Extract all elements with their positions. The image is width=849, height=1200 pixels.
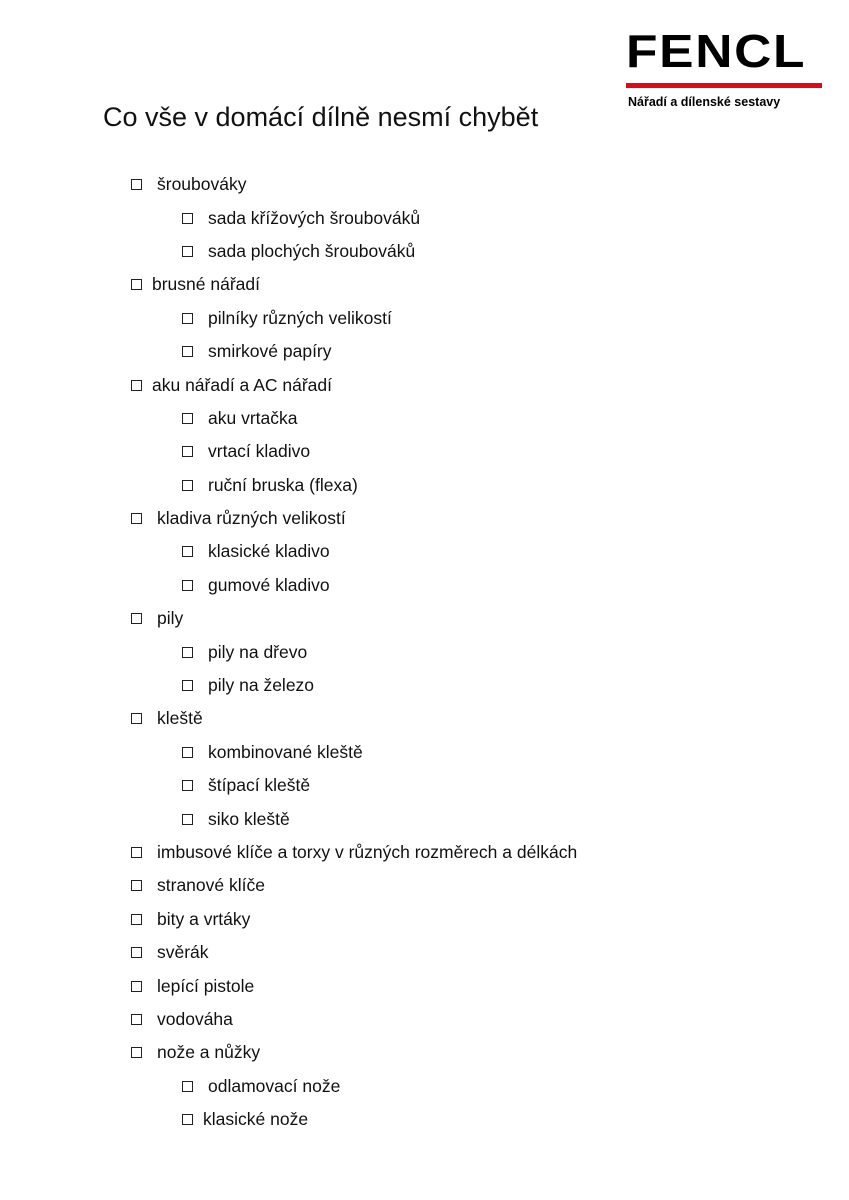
- checklist-item-label: klasické nože: [203, 1109, 309, 1130]
- checklist-item-label: sada plochých šroubováků: [208, 240, 416, 261]
- checklist-item: [0, 769, 849, 802]
- checkbox[interactable]: [131, 947, 142, 958]
- checkbox[interactable]: [182, 546, 193, 557]
- checklist-item-label: ruční bruska (flexa): [208, 474, 358, 495]
- checklist-item: [0, 635, 849, 668]
- checklist-item: [0, 535, 849, 568]
- checklist-item: [0, 602, 849, 635]
- checklist-item-label: odlamovací nože: [208, 1075, 341, 1096]
- checklist-item: [0, 1036, 849, 1069]
- checklist-item-label: klasické kladivo: [208, 541, 330, 562]
- checklist-item: [0, 302, 849, 335]
- checkbox[interactable]: [182, 814, 193, 825]
- checklist-item-label: pily: [157, 608, 184, 629]
- checkbox[interactable]: [182, 480, 193, 491]
- checkbox[interactable]: [182, 413, 193, 424]
- checkbox[interactable]: [131, 713, 142, 724]
- checklist-item: [0, 836, 849, 869]
- checklist-item: [0, 936, 849, 969]
- checklist-item: [0, 402, 849, 435]
- fencl-logo: [626, 25, 822, 109]
- checklist-item: [0, 502, 849, 535]
- logo-tagline: Nářadí a dílenské sestavy: [628, 95, 781, 109]
- checklist-item-label: lepící pistole: [157, 975, 255, 996]
- checklist-item: [0, 469, 849, 502]
- checkbox[interactable]: [182, 1114, 193, 1125]
- checklist-item-label: aku nářadí a AC nářadí: [152, 374, 332, 395]
- checkbox[interactable]: [182, 313, 193, 324]
- checklist-item-label: gumové kladivo: [208, 574, 330, 595]
- checkbox[interactable]: [131, 981, 142, 992]
- checklist-item-label: brusné nářadí: [152, 274, 260, 295]
- checkbox[interactable]: [131, 179, 142, 190]
- checkbox[interactable]: [182, 1081, 193, 1092]
- checklist-item-label: kladiva různých velikostí: [157, 508, 346, 529]
- logo-brand: FENCL: [626, 25, 807, 77]
- checkbox[interactable]: [131, 1014, 142, 1025]
- checklist-item: [0, 235, 849, 268]
- checklist-item: [0, 1070, 849, 1103]
- checklist-item: [0, 702, 849, 735]
- checkbox[interactable]: [182, 680, 193, 691]
- checklist-item-label: štípací kleště: [208, 775, 311, 796]
- checkbox[interactable]: [182, 747, 193, 758]
- checklist-item-label: bity a vrtáky: [157, 908, 251, 929]
- checklist-item-label: vodováha: [157, 1008, 233, 1029]
- checklist-item-label: siko kleště: [208, 808, 290, 829]
- checklist-item-label: aku vrtačka: [208, 407, 298, 428]
- checklist-item: [0, 869, 849, 902]
- checklist-item: [0, 736, 849, 769]
- checklist-item: [0, 268, 849, 301]
- checklist-item-label: šroubováky: [157, 174, 247, 195]
- checkbox[interactable]: [131, 1047, 142, 1058]
- checklist-item-label: kleště: [157, 708, 203, 729]
- checkbox[interactable]: [131, 279, 142, 290]
- checklist-item: [0, 168, 849, 201]
- checkbox[interactable]: [182, 446, 193, 457]
- checklist-item-label: smirkové papíry: [208, 341, 332, 362]
- checkbox[interactable]: [182, 213, 193, 224]
- tool-checklist: [0, 168, 849, 1136]
- checklist-item: [0, 569, 849, 602]
- checkbox[interactable]: [131, 847, 142, 858]
- checklist-item-label: pily na dřevo: [208, 641, 308, 662]
- logo-red-bar: [626, 83, 822, 88]
- checklist-item-label: pily na železo: [208, 675, 315, 696]
- checklist-item-label: nože a nůžky: [157, 1042, 261, 1063]
- checklist-item: [0, 903, 849, 936]
- checklist-item: [0, 802, 849, 835]
- checklist-item: [0, 368, 849, 401]
- checklist-item: [0, 969, 849, 1002]
- checkbox[interactable]: [182, 246, 193, 257]
- checklist-item-label: svěrák: [157, 942, 209, 963]
- checklist-item-label: pilníky různých velikostí: [208, 307, 392, 328]
- checklist-item-label: vrtací kladivo: [208, 441, 311, 462]
- checkbox[interactable]: [131, 613, 142, 624]
- checkbox[interactable]: [182, 647, 193, 658]
- checklist-item-label: kombinované kleště: [208, 741, 363, 762]
- checklist-item: [0, 1103, 849, 1136]
- checkbox[interactable]: [182, 346, 193, 357]
- checkbox[interactable]: [182, 580, 193, 591]
- checklist-item: [0, 201, 849, 234]
- checklist-item-label: imbusové klíče a torxy v různých rozměrech a délkách: [157, 842, 578, 862]
- checkbox[interactable]: [131, 914, 142, 925]
- checkbox[interactable]: [131, 380, 142, 391]
- checklist-item-label: sada křížových šroubováků: [208, 207, 421, 228]
- checklist-item-label: stranové klíče: [157, 875, 265, 896]
- checklist-item: [0, 335, 849, 368]
- checklist-item: [0, 1003, 849, 1036]
- checkbox[interactable]: [131, 880, 142, 891]
- checkbox[interactable]: [182, 780, 193, 791]
- checkbox[interactable]: [131, 513, 142, 524]
- checklist-item: [0, 669, 849, 702]
- checklist-item: [0, 435, 849, 468]
- page-title: Co vše v domácí dílně nesmí chybět: [103, 102, 539, 132]
